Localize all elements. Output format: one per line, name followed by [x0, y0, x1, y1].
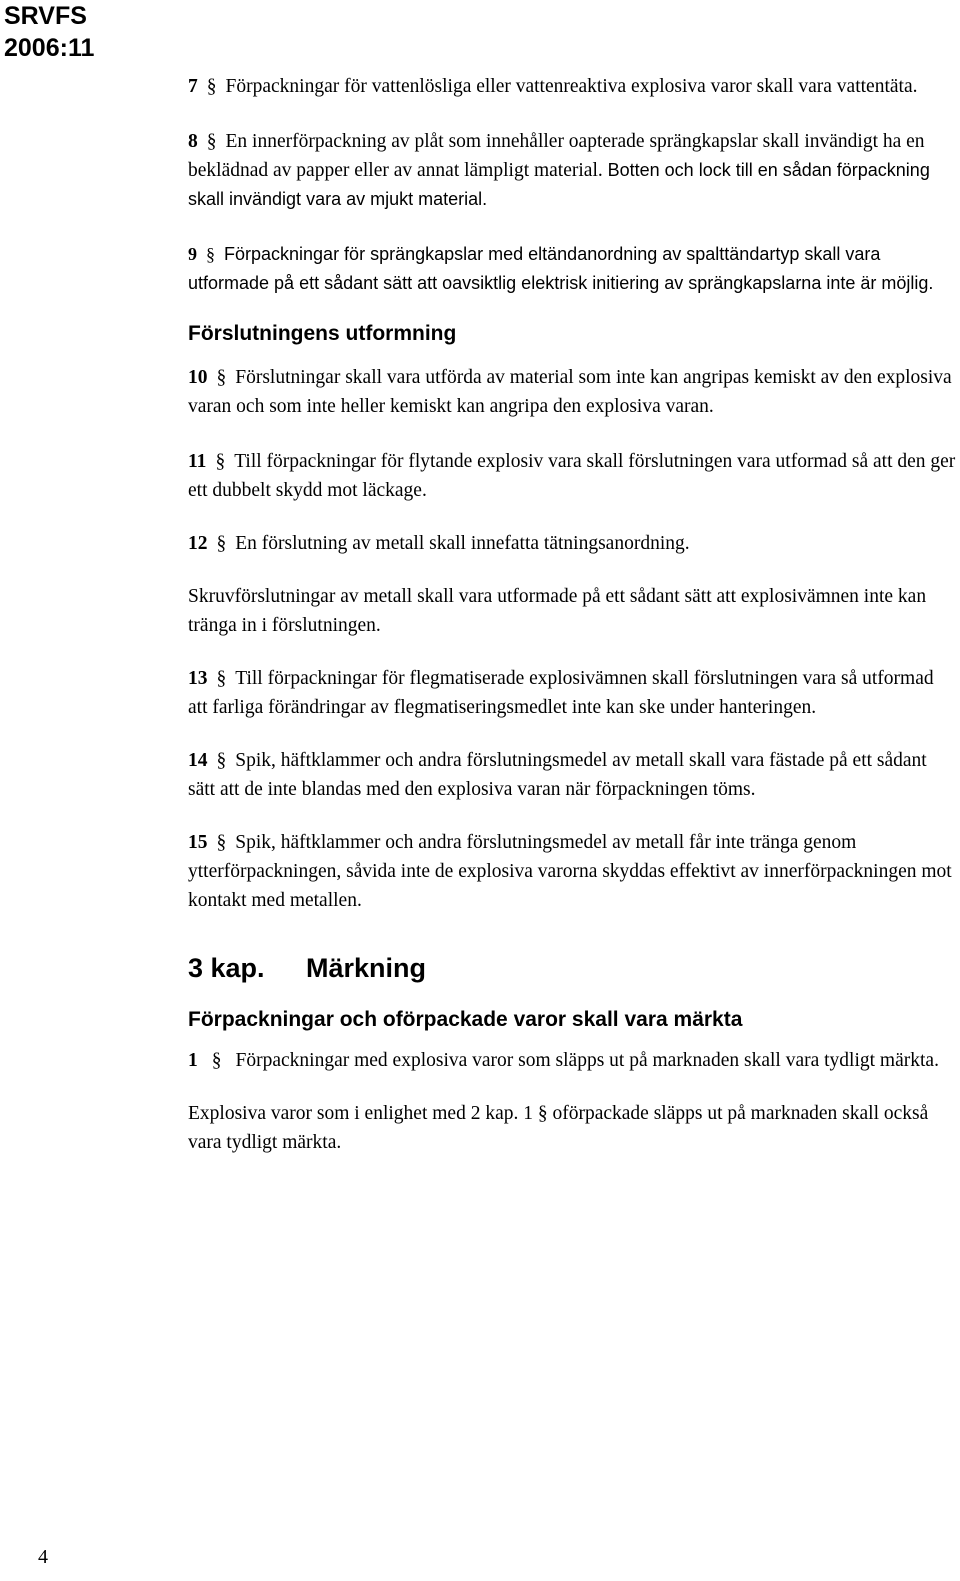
section-number: 15 [188, 832, 208, 853]
paragraph-text-continued: oförpackade släpps ut på marknaden skall också vara tydligt märkta. [188, 1103, 929, 1153]
chapter-number: 3 kap. [188, 953, 265, 983]
section-sign: § [211, 1050, 222, 1071]
section-sign: § [206, 244, 215, 264]
section-12 [188, 529, 956, 558]
series-name: SRVFS [4, 2, 87, 30]
section-text: Förpackningar för vattenlösliga eller vattenreaktiva explosiva varor skall vara vattentäta. [225, 76, 918, 97]
section-number: 11 [188, 451, 207, 472]
series-label [4, 0, 94, 64]
section-12-paragraph-2: Skruvförslutningar av metall skall vara utformade på ett sådant sätt att explosivämnen inte kan tränga in i förslutningen. [188, 586, 927, 636]
section-14 [188, 746, 956, 804]
section-text: Till förpackningar för flegmatiserade explosivämnen skall förslutningen vara så utformad att farliga förändringar av flegmatiseringsmedlet inte kan ske under hanteringen. [188, 668, 934, 718]
section-number: 13 [188, 668, 208, 689]
section-number: 10 [188, 367, 208, 388]
heading-marking: Förpackningar och oförpackade varor skall vara märkta [188, 1008, 743, 1031]
section-9 [188, 240, 956, 298]
document-body [188, 72, 956, 1157]
section-15 [188, 828, 956, 915]
section-text: Spik, häftklammer och andra förslutningsmedel av metall skall vara fästade på ett sådant sätt att de inte blandas med den explosiva varan när förpackningen töms. [188, 750, 927, 800]
section-number: 8 [188, 131, 198, 152]
section-13 [188, 664, 956, 722]
chapter-title: Märkning [306, 953, 427, 983]
section-10 [188, 363, 956, 421]
chapter3-section-1-paragraph-2 [188, 1099, 956, 1157]
chapter3-section-1 [188, 1046, 956, 1075]
chapter-heading [188, 951, 956, 985]
section-8 [188, 127, 956, 214]
series-number: 2006:11 [4, 34, 95, 62]
paragraph-text: Explosiva varor som i enlighet med 2 kap. 1 [188, 1103, 533, 1124]
section-sign: § [216, 750, 227, 771]
section-text: En förslutning av metall skall innefatta tätningsanordning. [235, 533, 690, 554]
section-sign: § [206, 131, 217, 152]
section-sign: § [537, 1103, 548, 1124]
section-number: 14 [188, 750, 208, 771]
section-text: Förslutningar skall vara utförda av material som inte kan angripas kemiskt av den explosiva varan och som inte heller kemiskt kan angripa den explosiva varan. [188, 367, 952, 417]
section-text: Förpackningar med explosiva varor som släpps ut på marknaden skall vara tydligt märkta. [235, 1050, 939, 1071]
section-text: Spik, häftklammer och andra förslutningsmedel av metall får inte tränga genom ytterförpackningen, såvida inte de explosiva varorna skyddas effektivt av innerförpackningen mot kontakt med metallen. [188, 832, 952, 911]
section-text: Förpackningar för sprängkapslar med eltändanordning av spalttändartyp skall vara utformade på ett sådant sätt att oavsiktlig elektrisk initiering av sprängkapslarna inte är möjlig. [188, 244, 934, 293]
heading-closure-design: Förslutningens utformning [188, 322, 457, 345]
section-number: 9 [188, 244, 197, 264]
section-sign: § [216, 367, 227, 388]
section-number: 1 [188, 1050, 198, 1071]
section-number: 7 [188, 76, 198, 97]
section-sign: § [216, 668, 227, 689]
section-text: Till förpackningar för flytande explosiv vara skall förslutningen vara utformad så att den ger ett dubbelt skydd mot läckage. [188, 451, 956, 501]
section-7 [188, 72, 956, 101]
section-sign: § [206, 76, 217, 97]
page-number: 4 [38, 1546, 48, 1568]
section-sign: § [216, 832, 227, 853]
section-number: 12 [188, 533, 208, 554]
section-sign: § [215, 451, 226, 472]
section-text: En innerförpackning av plåt som innehåller oapterade sprängkapslar skall invändigt ha en beklädnad av papper eller av annat lämpligt material. [188, 131, 925, 181]
section-11 [188, 447, 956, 505]
section-text-continued: Botten och lock till en sådan förpackning skall invändigt vara av mjukt material. [188, 160, 930, 209]
section-sign: § [216, 533, 227, 554]
